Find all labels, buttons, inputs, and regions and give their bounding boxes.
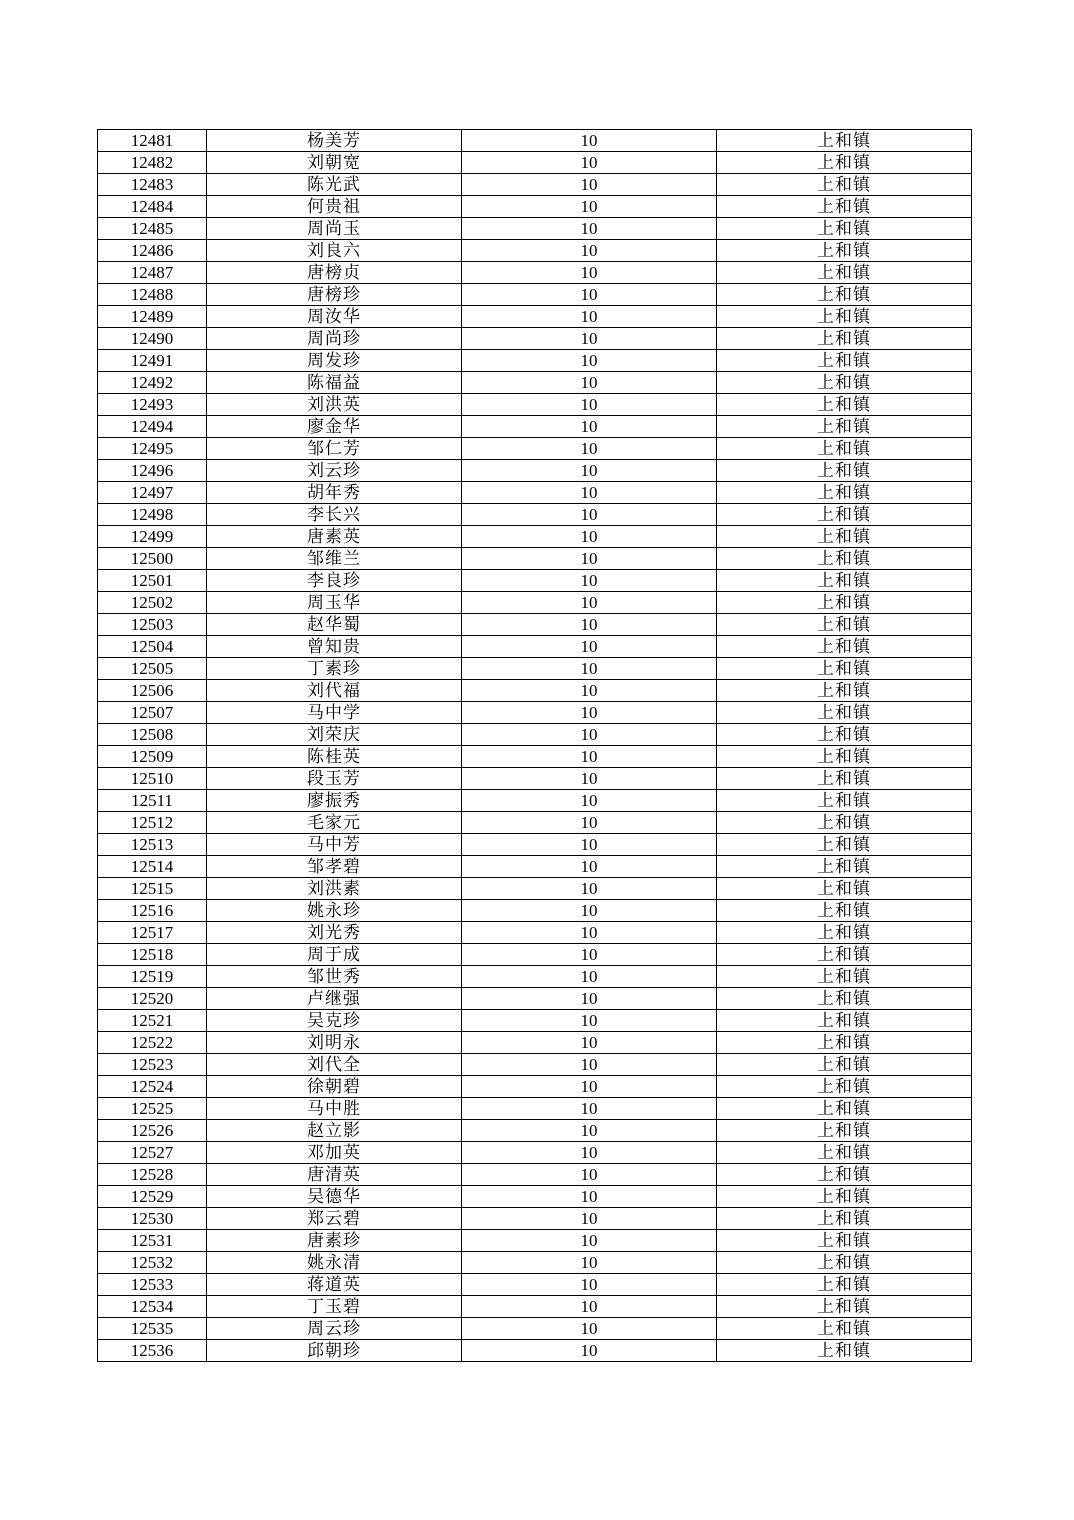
cell-name: 唐素英 [207, 526, 462, 548]
cell-town: 上和镇 [717, 372, 972, 394]
table-row [98, 416, 972, 438]
cell-town: 上和镇 [717, 1054, 972, 1076]
cell-town: 上和镇 [717, 1032, 972, 1054]
cell-name: 郑云碧 [207, 1208, 462, 1230]
table-row [98, 570, 972, 592]
cell-name: 李良珍 [207, 570, 462, 592]
cell-town: 上和镇 [717, 174, 972, 196]
cell-id: 12528 [98, 1164, 207, 1186]
cell-name: 邹维兰 [207, 548, 462, 570]
table-row [98, 812, 972, 834]
cell-town: 上和镇 [717, 944, 972, 966]
cell-town: 上和镇 [717, 328, 972, 350]
cell-name: 刘洪英 [207, 394, 462, 416]
table-row [98, 262, 972, 284]
cell-amount: 10 [462, 900, 717, 922]
cell-town: 上和镇 [717, 636, 972, 658]
cell-id: 12491 [98, 350, 207, 372]
cell-name: 刘明永 [207, 1032, 462, 1054]
cell-amount: 10 [462, 350, 717, 372]
table-row [98, 1296, 972, 1318]
cell-amount: 10 [462, 240, 717, 262]
table-row [98, 526, 972, 548]
cell-name: 卢继强 [207, 988, 462, 1010]
cell-name: 陈福益 [207, 372, 462, 394]
cell-name: 吴德华 [207, 1186, 462, 1208]
cell-town: 上和镇 [717, 724, 972, 746]
table-row [98, 1340, 972, 1362]
cell-id: 12511 [98, 790, 207, 812]
cell-amount: 10 [462, 1142, 717, 1164]
cell-id: 12509 [98, 746, 207, 768]
cell-town: 上和镇 [717, 504, 972, 526]
cell-town: 上和镇 [717, 1098, 972, 1120]
table-row [98, 1164, 972, 1186]
table-row [98, 922, 972, 944]
cell-town: 上和镇 [717, 592, 972, 614]
cell-id: 12515 [98, 878, 207, 900]
cell-id: 12502 [98, 592, 207, 614]
cell-town: 上和镇 [717, 900, 972, 922]
table-row [98, 460, 972, 482]
cell-id: 12532 [98, 1252, 207, 1274]
cell-town: 上和镇 [717, 218, 972, 240]
cell-town: 上和镇 [717, 350, 972, 372]
cell-id: 12487 [98, 262, 207, 284]
cell-id: 12521 [98, 1010, 207, 1032]
cell-amount: 10 [462, 504, 717, 526]
cell-id: 12481 [98, 130, 207, 152]
cell-id: 12508 [98, 724, 207, 746]
table-row [98, 1318, 972, 1340]
cell-name: 刘朝宽 [207, 152, 462, 174]
cell-town: 上和镇 [717, 878, 972, 900]
table-row [98, 306, 972, 328]
cell-id: 12488 [98, 284, 207, 306]
cell-town: 上和镇 [717, 790, 972, 812]
cell-id: 12523 [98, 1054, 207, 1076]
cell-id: 12498 [98, 504, 207, 526]
table-row [98, 328, 972, 350]
cell-id: 12512 [98, 812, 207, 834]
cell-name: 周于成 [207, 944, 462, 966]
cell-amount: 10 [462, 262, 717, 284]
cell-name: 邹仁芳 [207, 438, 462, 460]
cell-amount: 10 [462, 460, 717, 482]
table-row [98, 438, 972, 460]
cell-town: 上和镇 [717, 284, 972, 306]
cell-amount: 10 [462, 416, 717, 438]
cell-amount: 10 [462, 372, 717, 394]
cell-id: 12489 [98, 306, 207, 328]
cell-town: 上和镇 [717, 1186, 972, 1208]
table-row [98, 988, 972, 1010]
table-row [98, 174, 972, 196]
table-row [98, 1120, 972, 1142]
table-row [98, 1076, 972, 1098]
cell-town: 上和镇 [717, 768, 972, 790]
cell-amount: 10 [462, 1230, 717, 1252]
cell-town: 上和镇 [717, 240, 972, 262]
cell-town: 上和镇 [717, 1142, 972, 1164]
cell-amount: 10 [462, 284, 717, 306]
cell-town: 上和镇 [717, 306, 972, 328]
cell-id: 12485 [98, 218, 207, 240]
cell-name: 周云珍 [207, 1318, 462, 1340]
cell-id: 12516 [98, 900, 207, 922]
table-row [98, 944, 972, 966]
cell-name: 邱朝珍 [207, 1340, 462, 1362]
cell-amount: 10 [462, 1076, 717, 1098]
table-row [98, 1230, 972, 1252]
table-row [98, 240, 972, 262]
table-row [98, 746, 972, 768]
cell-name: 周汝华 [207, 306, 462, 328]
table-row [98, 1142, 972, 1164]
table-row [98, 834, 972, 856]
table-row [98, 1252, 972, 1274]
cell-name: 胡年秀 [207, 482, 462, 504]
table-row [98, 900, 972, 922]
table-row [98, 482, 972, 504]
cell-name: 丁玉碧 [207, 1296, 462, 1318]
cell-town: 上和镇 [717, 152, 972, 174]
table-row [98, 1010, 972, 1032]
cell-town: 上和镇 [717, 1208, 972, 1230]
cell-amount: 10 [462, 988, 717, 1010]
table-row [98, 1098, 972, 1120]
cell-id: 12499 [98, 526, 207, 548]
cell-amount: 10 [462, 724, 717, 746]
cell-id: 12486 [98, 240, 207, 262]
cell-amount: 10 [462, 218, 717, 240]
cell-id: 12519 [98, 966, 207, 988]
cell-id: 12495 [98, 438, 207, 460]
table-row [98, 284, 972, 306]
cell-amount: 10 [462, 856, 717, 878]
table-row [98, 724, 972, 746]
table-row [98, 350, 972, 372]
cell-id: 12483 [98, 174, 207, 196]
cell-town: 上和镇 [717, 746, 972, 768]
cell-amount: 10 [462, 1098, 717, 1120]
cell-id: 12501 [98, 570, 207, 592]
cell-town: 上和镇 [717, 1340, 972, 1362]
cell-name: 刘光秀 [207, 922, 462, 944]
cell-name: 廖振秀 [207, 790, 462, 812]
cell-amount: 10 [462, 570, 717, 592]
cell-id: 12535 [98, 1318, 207, 1340]
cell-town: 上和镇 [717, 702, 972, 724]
cell-town: 上和镇 [717, 812, 972, 834]
cell-id: 12500 [98, 548, 207, 570]
cell-town: 上和镇 [717, 614, 972, 636]
cell-amount: 10 [462, 1340, 717, 1362]
cell-amount: 10 [462, 152, 717, 174]
cell-town: 上和镇 [717, 394, 972, 416]
table-row [98, 702, 972, 724]
cell-id: 12504 [98, 636, 207, 658]
cell-amount: 10 [462, 1252, 717, 1274]
cell-name: 蒋道英 [207, 1274, 462, 1296]
cell-name: 姚永珍 [207, 900, 462, 922]
table-row [98, 768, 972, 790]
cell-name: 段玉芳 [207, 768, 462, 790]
cell-amount: 10 [462, 1296, 717, 1318]
table-row [98, 680, 972, 702]
cell-amount: 10 [462, 944, 717, 966]
cell-name: 周尚玉 [207, 218, 462, 240]
cell-id: 12533 [98, 1274, 207, 1296]
cell-amount: 10 [462, 526, 717, 548]
cell-name: 吴克珍 [207, 1010, 462, 1032]
cell-name: 毛家元 [207, 812, 462, 834]
cell-id: 12507 [98, 702, 207, 724]
cell-id: 12525 [98, 1098, 207, 1120]
cell-name: 刘代全 [207, 1054, 462, 1076]
table-row [98, 130, 972, 152]
cell-name: 丁素珍 [207, 658, 462, 680]
cell-id: 12514 [98, 856, 207, 878]
cell-amount: 10 [462, 328, 717, 350]
cell-town: 上和镇 [717, 570, 972, 592]
cell-amount: 10 [462, 680, 717, 702]
table-row [98, 394, 972, 416]
cell-amount: 10 [462, 746, 717, 768]
cell-amount: 10 [462, 922, 717, 944]
cell-town: 上和镇 [717, 130, 972, 152]
cell-name: 曾知贵 [207, 636, 462, 658]
cell-id: 12496 [98, 460, 207, 482]
cell-amount: 10 [462, 1010, 717, 1032]
cell-name: 周玉华 [207, 592, 462, 614]
cell-amount: 10 [462, 966, 717, 988]
cell-id: 12517 [98, 922, 207, 944]
table-row [98, 658, 972, 680]
cell-id: 12484 [98, 196, 207, 218]
cell-amount: 10 [462, 174, 717, 196]
cell-amount: 10 [462, 306, 717, 328]
cell-name: 李长兴 [207, 504, 462, 526]
cell-name: 唐清英 [207, 1164, 462, 1186]
cell-town: 上和镇 [717, 460, 972, 482]
table-row [98, 218, 972, 240]
table-row [98, 1208, 972, 1230]
cell-id: 12510 [98, 768, 207, 790]
cell-town: 上和镇 [717, 1252, 972, 1274]
cell-name: 陈桂英 [207, 746, 462, 768]
cell-name: 刘代福 [207, 680, 462, 702]
cell-id: 12513 [98, 834, 207, 856]
cell-id: 12530 [98, 1208, 207, 1230]
cell-name: 唐素珍 [207, 1230, 462, 1252]
cell-amount: 10 [462, 702, 717, 724]
cell-id: 12536 [98, 1340, 207, 1362]
cell-id: 12505 [98, 658, 207, 680]
table-row [98, 1186, 972, 1208]
cell-name: 刘良六 [207, 240, 462, 262]
cell-town: 上和镇 [717, 482, 972, 504]
cell-id: 12522 [98, 1032, 207, 1054]
roster-table-body [98, 130, 972, 1362]
cell-id: 12503 [98, 614, 207, 636]
cell-town: 上和镇 [717, 548, 972, 570]
cell-amount: 10 [462, 1208, 717, 1230]
table-row [98, 856, 972, 878]
cell-town: 上和镇 [717, 1010, 972, 1032]
cell-name: 刘荣庆 [207, 724, 462, 746]
table-row [98, 1032, 972, 1054]
table-row [98, 152, 972, 174]
cell-town: 上和镇 [717, 966, 972, 988]
cell-id: 12497 [98, 482, 207, 504]
cell-amount: 10 [462, 482, 717, 504]
table-row [98, 878, 972, 900]
cell-id: 12529 [98, 1186, 207, 1208]
cell-town: 上和镇 [717, 1230, 972, 1252]
cell-id: 12520 [98, 988, 207, 1010]
cell-id: 12482 [98, 152, 207, 174]
cell-town: 上和镇 [717, 262, 972, 284]
cell-town: 上和镇 [717, 438, 972, 460]
cell-amount: 10 [462, 614, 717, 636]
cell-name: 周尚珍 [207, 328, 462, 350]
cell-amount: 10 [462, 1120, 717, 1142]
cell-name: 赵华蜀 [207, 614, 462, 636]
cell-town: 上和镇 [717, 1076, 972, 1098]
cell-id: 12526 [98, 1120, 207, 1142]
cell-amount: 10 [462, 394, 717, 416]
cell-name: 马中胜 [207, 1098, 462, 1120]
roster-table [97, 129, 972, 1362]
cell-name: 陈光武 [207, 174, 462, 196]
cell-town: 上和镇 [717, 1164, 972, 1186]
table-row [98, 548, 972, 570]
cell-town: 上和镇 [717, 680, 972, 702]
cell-amount: 10 [462, 1318, 717, 1340]
cell-town: 上和镇 [717, 658, 972, 680]
cell-name: 赵立影 [207, 1120, 462, 1142]
cell-town: 上和镇 [717, 526, 972, 548]
cell-name: 邹孝碧 [207, 856, 462, 878]
table-row [98, 1054, 972, 1076]
cell-id: 12493 [98, 394, 207, 416]
cell-town: 上和镇 [717, 1274, 972, 1296]
cell-name: 马中芳 [207, 834, 462, 856]
cell-id: 12490 [98, 328, 207, 350]
cell-amount: 10 [462, 658, 717, 680]
table-row [98, 790, 972, 812]
cell-id: 12506 [98, 680, 207, 702]
table-row [98, 372, 972, 394]
cell-id: 12492 [98, 372, 207, 394]
cell-name: 刘云珍 [207, 460, 462, 482]
cell-amount: 10 [462, 834, 717, 856]
cell-name: 杨美芳 [207, 130, 462, 152]
cell-name: 邹世秀 [207, 966, 462, 988]
cell-amount: 10 [462, 1274, 717, 1296]
cell-town: 上和镇 [717, 922, 972, 944]
cell-name: 徐朝碧 [207, 1076, 462, 1098]
cell-amount: 10 [462, 878, 717, 900]
cell-town: 上和镇 [717, 416, 972, 438]
cell-name: 唐榜贞 [207, 262, 462, 284]
cell-town: 上和镇 [717, 1318, 972, 1340]
cell-town: 上和镇 [717, 196, 972, 218]
cell-name: 姚永清 [207, 1252, 462, 1274]
cell-id: 12518 [98, 944, 207, 966]
cell-id: 12527 [98, 1142, 207, 1164]
cell-amount: 10 [462, 1186, 717, 1208]
cell-town: 上和镇 [717, 1296, 972, 1318]
cell-name: 周发珍 [207, 350, 462, 372]
cell-id: 12524 [98, 1076, 207, 1098]
table-row [98, 636, 972, 658]
cell-amount: 10 [462, 768, 717, 790]
cell-name: 廖金华 [207, 416, 462, 438]
cell-town: 上和镇 [717, 856, 972, 878]
cell-id: 12531 [98, 1230, 207, 1252]
table-row [98, 614, 972, 636]
cell-name: 唐榜珍 [207, 284, 462, 306]
cell-amount: 10 [462, 438, 717, 460]
table-row [98, 196, 972, 218]
cell-amount: 10 [462, 196, 717, 218]
cell-id: 12534 [98, 1296, 207, 1318]
cell-town: 上和镇 [717, 834, 972, 856]
cell-town: 上和镇 [717, 988, 972, 1010]
cell-amount: 10 [462, 812, 717, 834]
table-row [98, 1274, 972, 1296]
cell-name: 邓加英 [207, 1142, 462, 1164]
cell-amount: 10 [462, 1054, 717, 1076]
cell-amount: 10 [462, 548, 717, 570]
cell-town: 上和镇 [717, 1120, 972, 1142]
cell-amount: 10 [462, 1164, 717, 1186]
cell-amount: 10 [462, 130, 717, 152]
cell-name: 马中学 [207, 702, 462, 724]
cell-name: 刘洪素 [207, 878, 462, 900]
cell-name: 何贵祖 [207, 196, 462, 218]
table-row [98, 592, 972, 614]
table-row [98, 966, 972, 988]
cell-amount: 10 [462, 1032, 717, 1054]
cell-amount: 10 [462, 636, 717, 658]
table-row [98, 504, 972, 526]
cell-amount: 10 [462, 592, 717, 614]
cell-id: 12494 [98, 416, 207, 438]
cell-amount: 10 [462, 790, 717, 812]
